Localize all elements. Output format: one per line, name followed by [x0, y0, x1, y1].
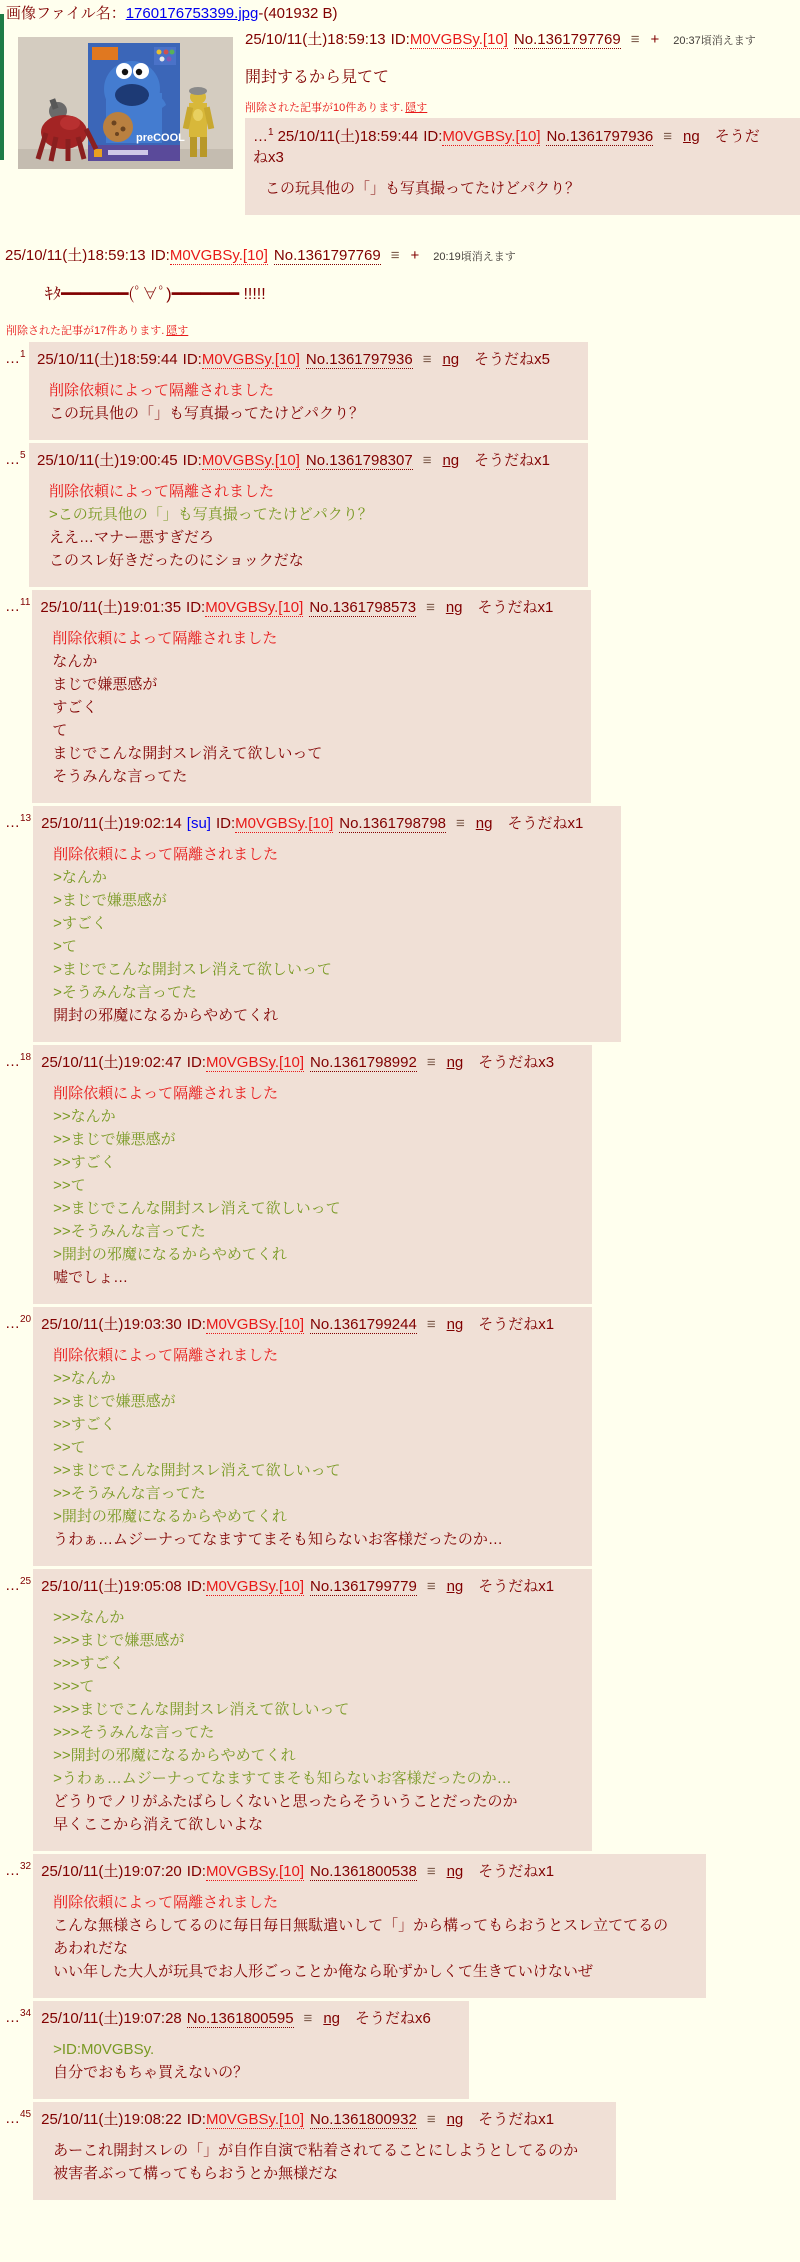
post-number[interactable]: No.1361797936 [546, 128, 654, 145]
post-date: 25/10/11(土)19:07:20 [41, 1863, 182, 1880]
id-label: ID: [215, 815, 236, 832]
op-full [5, 244, 800, 338]
post-line: >>>まじでこんな開封スレ消えて欲しいって [53, 1701, 350, 1718]
post-number[interactable]: No.1361799779 [310, 1578, 417, 1595]
post-line: 削除依頼によって隔離されました [49, 382, 275, 399]
menu-icon[interactable]: ≡ [390, 247, 400, 264]
svg-text:preCOOL: preCOOL [136, 132, 185, 144]
thread-left-border [0, 14, 4, 160]
reply-body [52, 627, 553, 788]
reply-counter-number: 20 [20, 1314, 32, 1325]
post-line: あわれだな [53, 1940, 129, 1957]
post-line: >>>すごく [53, 1655, 125, 1672]
post-line: 削除依頼によって隔離されました [52, 630, 278, 647]
reply-row [5, 1569, 800, 1851]
menu-icon[interactable]: ≡ [663, 128, 673, 145]
reply-post [32, 590, 591, 803]
post-line: て [52, 722, 68, 739]
menu-icon[interactable]: ≡ [426, 2111, 436, 2128]
reply-row [5, 1854, 800, 1998]
soudane-count[interactable]: そうだねx6 [355, 2010, 431, 2027]
post-line: うわぁ…ムジーナってなますてまそも知らないお客様だったのか… [53, 1531, 503, 1548]
post-line: >>>そうみんな言ってた [53, 1724, 215, 1741]
reply-header [37, 449, 550, 470]
post-date: 25/10/11(土)18:59:13 [5, 247, 146, 264]
ng-button[interactable]: ng [446, 1054, 464, 1071]
poster-id[interactable]: M0VGBSy.[10] [205, 1316, 305, 1333]
reply-post [33, 2102, 616, 2200]
reply-counter-number: 25 [20, 1576, 32, 1587]
reply-header [41, 1575, 554, 1596]
post-line: >開封の邪魔になるからやめてくれ [53, 1246, 287, 1263]
reply-counter[interactable]: …$^{25}$ [5, 1576, 32, 1594]
post-number[interactable]: No.1361800595 [186, 2010, 294, 2027]
post-date: 25/10/11(土)19:01:35 [40, 599, 182, 616]
file-link[interactable]: 1760176753399.jpg [125, 5, 259, 22]
post-line: この玩具他の「」も写真撮ってたけどパクり？ [265, 180, 581, 197]
reply-post [33, 2001, 469, 2099]
reply-row [5, 806, 800, 1042]
post-line: 削除依頼によって隔離されました [53, 1085, 279, 1102]
expire-time: 20:37頃消えます [673, 35, 756, 47]
poster-id[interactable]: M0VGBSy.[10] [205, 1863, 305, 1880]
id-label: ID: [182, 452, 202, 469]
ng-button[interactable]: ng [683, 128, 700, 145]
reply-post [33, 806, 621, 1042]
menu-icon[interactable]: ≡ [303, 2010, 313, 2027]
post-line: いい年した大人が玩具でお人形ごっことか俺なら恥ずかしくて生きていけないぜ [53, 1963, 593, 1980]
soudane-count[interactable]: そうだねx1 [478, 2111, 555, 2128]
post-number[interactable]: No.1361797936 [305, 351, 413, 368]
expand-icon[interactable]: + [410, 247, 420, 264]
soudane-count[interactable]: そうだねx3 [478, 1054, 555, 1071]
post-line: >うわぁ…ムジーナってなますてまそも知らないお客様だったのか… [53, 1770, 512, 1787]
hide-deleted-link[interactable]: 隠す [166, 325, 189, 337]
poster-id[interactable]: M0VGBSy.[10] [235, 815, 334, 832]
soudane-count[interactable]: そうだねx1 [478, 1578, 555, 1595]
deleted-notice [6, 322, 800, 338]
reply-counter[interactable]: …$^{20}$ [5, 1314, 32, 1332]
op-preview-body: 開封するから見てて [245, 69, 390, 86]
op-preview-header [245, 28, 800, 49]
op-full-header [5, 244, 800, 265]
soudane-count[interactable]: そうだねx5 [474, 351, 550, 368]
poster-id[interactable]: M0VGBSy.[10] [205, 599, 304, 616]
reply-counter-number: 45 [20, 2109, 32, 2120]
ng-button[interactable]: ng [323, 2010, 340, 2027]
post-number[interactable]: No.1361798798 [339, 815, 446, 832]
post-line: すごく [52, 699, 98, 716]
post-line: >>>まじで嫌悪感が [53, 1632, 185, 1649]
reply-header [41, 1051, 554, 1072]
post-line: なんか [52, 653, 98, 670]
post-line: >開封の邪魔になるからやめてくれ [53, 1508, 287, 1525]
reply-post [33, 1307, 592, 1566]
replies-list [5, 342, 800, 2200]
reply-post [33, 1854, 706, 1998]
post-line: >ID:M0VGBSy. [53, 2041, 155, 2058]
id-label: ID: [186, 2111, 206, 2128]
post-line: あーこれ開封スレの「」が自作自演で粘着されてることにしようとしてるのか [53, 2142, 579, 2159]
reply-row [5, 342, 800, 440]
post-date: 25/10/11(土)18:59:13 [245, 31, 386, 48]
reply-counter-number: 1 [268, 127, 274, 138]
reply-counter[interactable]: …$^{13}$ [5, 813, 32, 831]
post-date: 25/10/11(土)19:02:14 [41, 815, 182, 832]
post-line: そうみんな言ってた [52, 768, 188, 785]
post-line: >>そうみんな言ってた [53, 1223, 206, 1240]
post-number[interactable]: No.1361799244 [310, 1316, 417, 1333]
reply-counter[interactable]: …$^{45}$ [5, 2109, 32, 2127]
deleted-notice [245, 99, 800, 115]
post-line: 削除依頼によって隔離されました [53, 1347, 279, 1364]
expand-icon[interactable]: + [650, 31, 660, 48]
post-date: 25/10/11(土)19:02:47 [41, 1054, 182, 1071]
poster-id[interactable]: M0VGBSy.[10] [205, 1578, 305, 1595]
soudane-count[interactable]: そうだねx1 [507, 815, 584, 832]
id-label: ID: [150, 247, 170, 264]
reply-counter[interactable]: …$^{34}$ [5, 2008, 32, 2026]
reply-counter[interactable]: …$^5$ [5, 450, 26, 468]
post-line: 開封の邪魔になるからやめてくれ [53, 1007, 279, 1024]
post-line: >まじで嫌悪感が [53, 892, 167, 909]
deleted-notice-text: 削除された記事が10件あります. [245, 102, 404, 114]
reply-counter[interactable]: …$^{18}$ [5, 1052, 32, 1070]
reply-body [49, 379, 550, 425]
post-line: どうりでノリがふたばらしくないと思ったらそういうことだったのか [53, 1793, 518, 1810]
post-line: >>まじでこんな開封スレ消えて欲しいって [53, 1462, 341, 1479]
post-line: >なんか [53, 869, 107, 886]
post-date: 25/10/11(土)19:08:22 [41, 2111, 182, 2128]
reply-body [53, 1606, 554, 1836]
post-line: >>まじで嫌悪感が [53, 1131, 176, 1148]
post-line: 自分でおもちゃ買えないの？ [53, 2064, 249, 2081]
reply-body [53, 2139, 578, 2185]
reply-counter-number: 13 [20, 813, 32, 824]
id-label: ID: [390, 31, 410, 48]
reply-body [53, 1082, 554, 1289]
post-number[interactable]: No.1361800932 [310, 2111, 417, 2128]
reply-counter-number: 32 [20, 1861, 32, 1872]
post-number[interactable]: No.1361797769 [513, 31, 621, 48]
poster-id[interactable]: M0VGBSy.[10] [205, 1054, 305, 1071]
op-preview [14, 25, 800, 218]
post-date: 25/10/11(土)19:00:45 [37, 452, 178, 469]
reply-body [53, 1344, 554, 1551]
file-label: 画像ファイル名： [6, 5, 126, 22]
reply-body [53, 843, 583, 1027]
post-line: >>なんか [53, 1108, 116, 1125]
reply-header [37, 348, 550, 369]
ng-button[interactable]: ng [445, 599, 463, 616]
reply-post [29, 443, 588, 587]
menu-icon[interactable]: ≡ [426, 1863, 436, 1880]
soudane-count[interactable]: そうだねx1 [474, 452, 550, 469]
post-line: まじでこんな開封スレ消えて欲しいって [52, 745, 323, 762]
post-line: >>まじでこんな開封スレ消えて欲しいって [53, 1200, 341, 1217]
menu-icon[interactable]: ≡ [456, 815, 465, 832]
ng-button[interactable]: ng [446, 1863, 464, 1880]
post-line: 早くここから消えて欲しいよな [53, 1816, 264, 1833]
reply-body [53, 2038, 431, 2084]
reply-body [265, 177, 762, 200]
ng-button[interactable]: ng [475, 815, 493, 832]
reply-counter-number: 1 [20, 349, 26, 360]
reply-post [33, 1045, 592, 1304]
post-line: >て [53, 938, 77, 955]
reply-counter-number: 34 [20, 2008, 32, 2019]
post-line: >>開封の邪魔になるからやめてくれ [53, 1747, 296, 1764]
post-line: >>て [53, 1439, 86, 1456]
id-label: ID: [186, 1578, 206, 1595]
post-line: このスレ好きだったのにショックだな [49, 552, 304, 569]
post-number[interactable]: No.1361798573 [309, 599, 417, 616]
post-date: 25/10/11(土)18:59:44 [277, 128, 419, 145]
reply-post [29, 342, 588, 440]
reply-row [5, 443, 800, 587]
poster-id[interactable]: M0VGBSy.[10] [169, 247, 268, 264]
post-line: >>すごく [53, 1416, 116, 1433]
reply-body [49, 480, 550, 572]
post-line: 削除依頼によって隔離されました [49, 483, 275, 500]
post-date: 25/10/11(土)19:03:30 [41, 1316, 182, 1333]
id-label: ID: [423, 128, 443, 145]
post-line: まじで嫌悪感が [52, 676, 158, 693]
post-line: >>>て [53, 1678, 95, 1695]
reply-post [33, 1569, 592, 1851]
reply-header [41, 1313, 554, 1334]
post-line: >>そうみんな言ってた [53, 1485, 206, 1502]
deleted-notice-text: 削除された記事が17件あります. [6, 325, 165, 337]
reply-row [245, 118, 800, 215]
op-full-body: ｷﾀ━━━━━━━(ﾟ∀ﾟ)━━━━━━━ !!!!! [45, 286, 266, 303]
post-date: 25/10/11(土)18:59:44 [37, 351, 178, 368]
post-date: 25/10/11(土)19:07:28 [41, 2010, 182, 2027]
su-tag: [su] [186, 815, 211, 832]
reply-row [5, 1045, 800, 1304]
id-label: ID: [186, 1054, 206, 1071]
menu-icon[interactable]: ≡ [426, 1316, 436, 1333]
reply-counter[interactable]: …$^1$ [253, 127, 274, 145]
file-info-line [6, 2, 800, 23]
menu-icon[interactable]: ≡ [426, 599, 435, 616]
poster-id[interactable]: M0VGBSy.[10] [205, 2111, 305, 2128]
post-line: >そうみんな言ってた [53, 984, 197, 1001]
ng-button[interactable]: ng [446, 1578, 464, 1595]
post-number[interactable]: No.1361797769 [273, 247, 381, 264]
reply-post [245, 118, 800, 215]
reply-header [41, 812, 583, 833]
post-line: >>まじで嫌悪感が [53, 1393, 176, 1410]
post-line: 被害者ぶって構ってもらおうとか無様だな [53, 2165, 339, 2182]
menu-icon[interactable]: ≡ [422, 351, 432, 368]
soudane-count[interactable]: そうだねx1 [478, 1316, 555, 1333]
reply-body [53, 1891, 668, 1983]
post-line: >まじでこんな開封スレ消えて欲しいって [53, 961, 332, 978]
op-thumbnail-image[interactable] [18, 37, 233, 169]
post-line: こんな無様さらしてるのに毎日毎日無駄遣いして「」から構ってもらおうとスレ立ててるの [53, 1917, 669, 1934]
poster-id[interactable]: M0VGBSy.[10] [201, 351, 300, 368]
reply-counter-number: 11 [20, 597, 31, 608]
soudane-count[interactable]: そうだねx3 [253, 128, 760, 166]
reply-counter-number: 5 [20, 450, 26, 461]
menu-icon[interactable]: ≡ [630, 31, 640, 48]
reply-row [5, 2102, 800, 2200]
post-line: >この玩具他の「」も写真撮ってたけどパクり？ [49, 506, 373, 523]
preview-reply-slot [245, 118, 800, 215]
post-number[interactable]: No.1361800538 [310, 1863, 417, 1880]
soudane-count[interactable]: そうだねx1 [478, 1863, 555, 1880]
reply-counter-number: 18 [20, 1052, 32, 1063]
reply-counter[interactable]: …$^1$ [5, 349, 26, 367]
poster-id[interactable]: M0VGBSy.[10] [442, 128, 541, 145]
menu-icon[interactable]: ≡ [426, 1054, 436, 1071]
reply-header [41, 1860, 668, 1881]
ng-button[interactable]: ng [442, 351, 460, 368]
post-line: >>すごく [53, 1154, 116, 1171]
post-number[interactable]: No.1361798307 [305, 452, 413, 469]
post-line: この玩具他の「」も写真撮ってたけどパクり？ [49, 405, 365, 422]
post-line: >すごく [53, 915, 107, 932]
ng-button[interactable]: ng [446, 1316, 464, 1333]
reply-counter[interactable]: …$^{32}$ [5, 1861, 32, 1879]
post-number[interactable]: No.1361798992 [310, 1054, 417, 1071]
id-label: ID: [186, 1316, 206, 1333]
reply-row [5, 2001, 800, 2099]
ng-button[interactable]: ng [446, 2111, 464, 2128]
post-line: >>>なんか [53, 1609, 125, 1626]
id-label: ID: [186, 599, 206, 616]
menu-icon[interactable]: ≡ [422, 452, 432, 469]
reply-counter[interactable]: …$^{11}$ [5, 597, 31, 615]
reply-header [41, 2007, 431, 2028]
reply-row [5, 1307, 800, 1566]
ng-button[interactable]: ng [442, 452, 460, 469]
expire-time: 20:19頃消えます [433, 251, 516, 263]
reply-header [40, 596, 553, 617]
poster-id[interactable]: M0VGBSy.[10] [409, 31, 508, 48]
post-line: >>て [53, 1177, 86, 1194]
post-line: 削除依頼によって隔離されました [53, 846, 279, 863]
menu-icon[interactable]: ≡ [426, 1578, 436, 1595]
reply-row [5, 590, 800, 803]
file-size: -(401932 B) [258, 5, 338, 22]
post-line: ええ…マナー悪すぎだろ [49, 529, 215, 546]
post-date: 25/10/11(土)19:05:08 [41, 1578, 182, 1595]
hide-deleted-link[interactable]: 隠す [405, 102, 428, 114]
post-line: 削除依頼によって隔離されました [53, 1894, 279, 1911]
post-line: >>なんか [53, 1370, 116, 1387]
reply-header [253, 125, 762, 167]
id-label: ID: [186, 1863, 206, 1880]
id-label: ID: [182, 351, 202, 368]
soudane-count[interactable]: そうだねx1 [477, 599, 554, 616]
poster-id[interactable]: M0VGBSy.[10] [201, 452, 300, 469]
reply-header [41, 2108, 578, 2129]
post-line: 嘘でしょ… [53, 1269, 129, 1286]
